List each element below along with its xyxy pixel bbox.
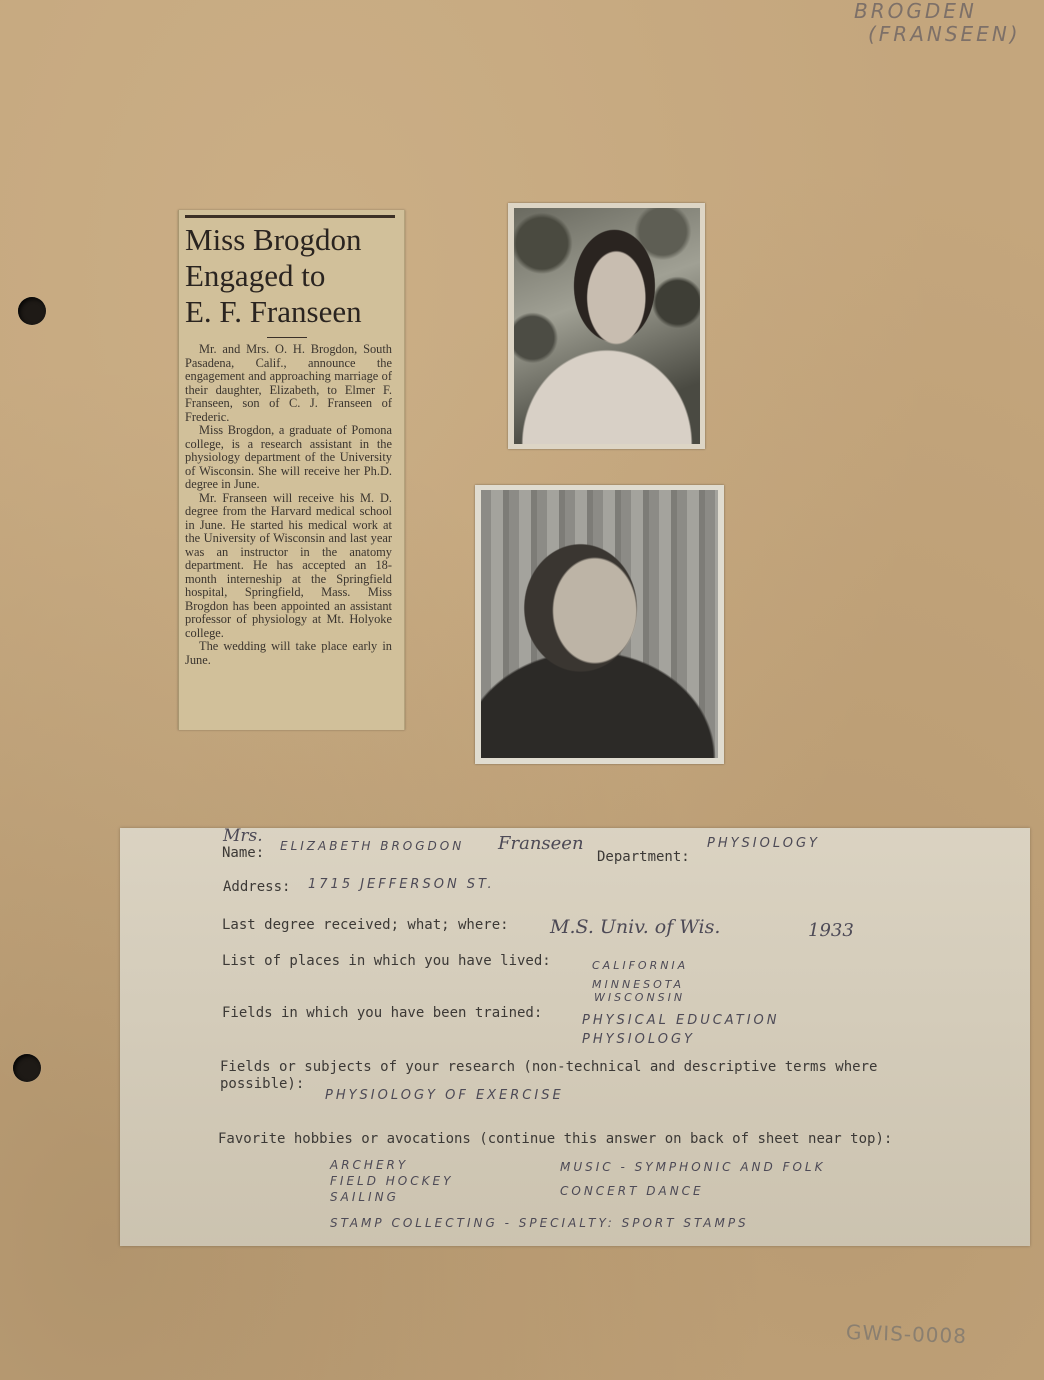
catalog-number: GWIS-0008	[845, 1319, 968, 1349]
name-label: Name:	[222, 845, 265, 861]
address-label: Address:	[223, 879, 291, 895]
fields-item: PHYSIOLOGY	[582, 1032, 695, 1047]
department-label: Department:	[597, 849, 690, 865]
research-value: PHYSIOLOGY OF EXERCISE	[325, 1088, 564, 1103]
portrait-photo-2	[475, 485, 724, 764]
places-item: WISCONSIN	[594, 991, 686, 1004]
hobbies-item: STAMP COLLECTING - SPECIALTY: SPORT STAMPS	[330, 1216, 749, 1230]
portrait-image-2	[481, 490, 718, 758]
fields-label: Fields in which you have been trained:	[222, 1005, 543, 1021]
clipping-paragraph: The wedding will take place early in June.	[185, 639, 392, 667]
clipping-paragraph: Mr. and Mrs. O. H. Brogdon, South Pasadena, Calif., announce the engagement and approaching marriage of their daughter, Elizabeth, to Elmer F. Franseen, son of C. J. Franseen of Frederic.	[185, 342, 392, 424]
binder-hole-top	[18, 297, 46, 325]
name-value: ELIZABETH BROGDON	[280, 839, 465, 853]
clipping-headline	[185, 222, 397, 330]
name-prefix: Mrs.	[223, 826, 263, 846]
research-label: Fields or subjects of your research (non-technical and descriptive terms where	[220, 1059, 878, 1075]
hobbies-item: SAILING	[330, 1190, 399, 1204]
clipping-paragraph: Miss Brogdon, a graduate of Pomona college, is a research assistant in the physiology department of the University of Wisconsin. She will receive her Ph.D. degree in June.	[185, 423, 392, 491]
places-item: CALIFORNIA	[592, 959, 689, 972]
portrait-photo-1	[508, 203, 705, 449]
headline-line: Engaged to	[185, 258, 326, 293]
hobbies-item: ARCHERY	[330, 1158, 409, 1172]
corner-name-line2: (FRANSEEN)	[868, 22, 1021, 46]
degree-label: Last degree received; what; where:	[222, 917, 509, 933]
degree-value: M.S. Univ. of Wis.	[550, 916, 721, 938]
places-item: MINNESOTA	[592, 978, 685, 991]
headline-line: E. F. Franseen	[185, 294, 362, 329]
places-label: List of places in which you have lived:	[222, 953, 551, 969]
clipping-paragraph: Mr. Franseen will receive his M. D. degree from the Harvard medical school in June. He started his medical work at the University of Wisconsin and last year was an instructor in the anatomy department. He has accepted an 18-month interneship at the Springfield hospital, Springfield, Mass. Miss Brogdon has been appointed an assistant professor of physiology at Mt. Holyoke college.	[185, 490, 392, 640]
department-value: PHYSIOLOGY	[707, 836, 820, 851]
clipping-body	[185, 343, 392, 667]
hobbies-item: CONCERT DANCE	[560, 1184, 704, 1198]
corner-name-label	[854, 0, 1021, 46]
name-value-cursive: Franseen	[498, 833, 584, 854]
research-label-2: possible):	[220, 1076, 305, 1092]
questionnaire-form	[120, 828, 1030, 1246]
headline-line: Miss Brogdon	[185, 222, 362, 257]
hobbies-item: FIELD HOCKEY	[330, 1174, 454, 1188]
corner-name-line1: BROGDEN	[854, 0, 977, 23]
hobbies-label: Favorite hobbies or avocations (continue this answer on back of sheet near top):	[218, 1131, 893, 1147]
clipping-top-rule	[185, 215, 395, 218]
hobbies-item: MUSIC - SYMPHONIC AND FOLK	[560, 1160, 826, 1174]
fields-item: PHYSICAL EDUCATION	[582, 1013, 780, 1028]
newspaper-clipping	[178, 210, 405, 730]
portrait-image-1	[514, 208, 700, 444]
degree-year: 1933	[808, 920, 854, 941]
clipping-divider	[267, 337, 307, 338]
address-value: 1715 JEFFERSON ST.	[308, 877, 495, 892]
binder-hole-bottom	[13, 1054, 41, 1082]
